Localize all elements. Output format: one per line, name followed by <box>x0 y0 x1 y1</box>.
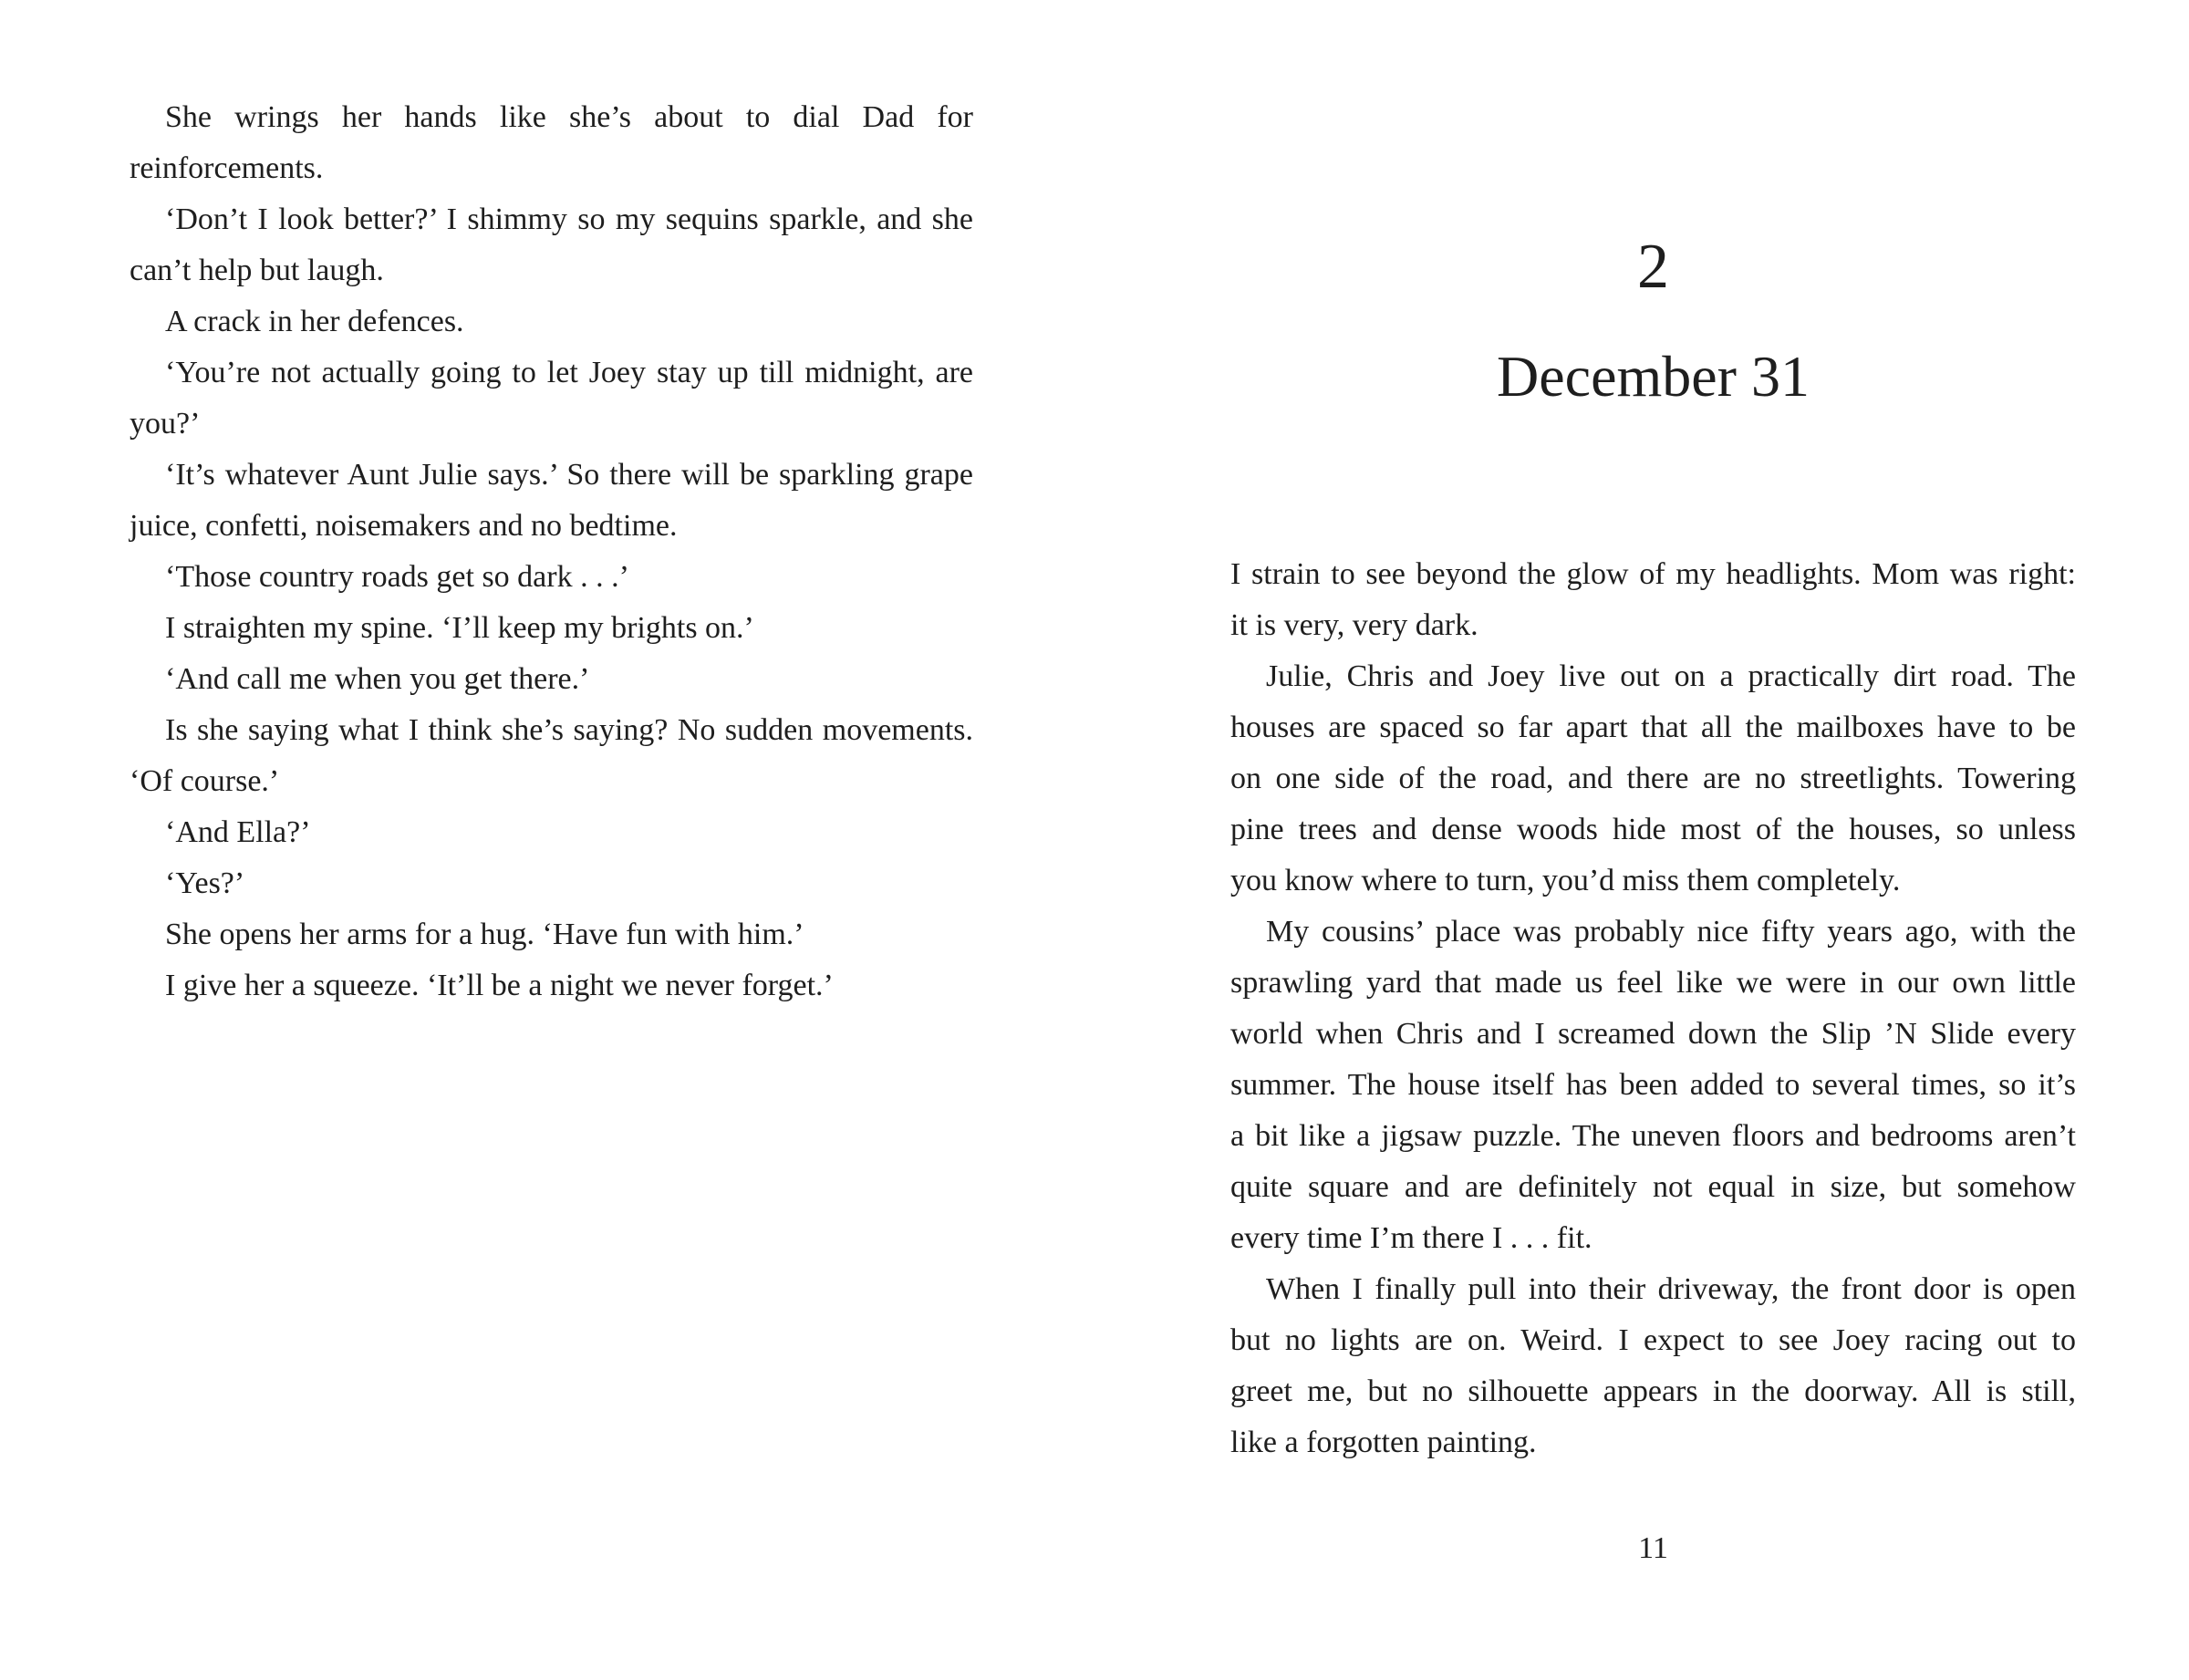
text-line: but no lights are on. Weird. I expect to see Joey racing out to <box>1230 1323 2076 1357</box>
chapter-title: December 31 <box>1497 344 1810 409</box>
text-line: I strain to see beyond the glow of my headlights. Mom was right: <box>1230 557 2076 591</box>
text-line: summer. The house itself has been added to several times, so it’s <box>1230 1068 2076 1102</box>
text-line: reinforcements. <box>130 151 324 185</box>
text-line: world when Chris and I screamed down the Slip ’N Slide every <box>1230 1017 2076 1051</box>
text-line: ‘And Ella?’ <box>165 815 311 849</box>
text-line: can’t help but laugh. <box>130 254 384 287</box>
text-line: on one side of the road, and there are no streetlights. Towering <box>1230 762 2076 795</box>
text-line: ‘And call me when you get there.’ <box>165 662 590 696</box>
text-line: When I finally pull into their driveway, the front door is open <box>1266 1272 2076 1306</box>
text-line: houses are spaced so far apart that all the mailboxes have to be <box>1230 710 2076 744</box>
text-line: ‘Yes?’ <box>165 866 245 900</box>
text-line: greet me, but no silhouette appears in the doorway. All is still, <box>1230 1374 2076 1408</box>
text-line: you?’ <box>130 407 201 441</box>
text-line: ‘Don’t I look better?’ I shimmy so my sequins sparkle, and she <box>165 202 973 236</box>
text-line: it is very, very dark. <box>1230 608 1478 642</box>
text-line: Is she saying what I think she’s saying? No sudden movements. <box>165 713 973 747</box>
text-line: you know where to turn, you’d miss them completely. <box>1230 864 1901 897</box>
text-line: juice, confetti, noisemakers and no bedtime. <box>130 509 678 543</box>
text-line: sprawling yard that made us feel like we were in our own little <box>1230 966 2076 1000</box>
text-line: every time I’m there I . . . fit. <box>1230 1221 1592 1255</box>
text-line: a bit like a jigsaw puzzle. The uneven floors and bedrooms aren’t <box>1230 1119 2076 1153</box>
right-page-text <box>1230 549 2076 1468</box>
text-line: I give her a squeeze. ‘It’ll be a night we never forget.’ <box>165 969 834 1002</box>
text-line: quite square and are definitely not equal in size, but somehow <box>1230 1170 2076 1204</box>
text-line: She opens her arms for a hug. ‘Have fun with him.’ <box>165 918 804 951</box>
page-number: 11 <box>1638 1531 1668 1565</box>
text-line: She wrings her hands like she’s about to dial Dad for <box>165 100 973 134</box>
text-line: A crack in her defences. <box>165 305 464 338</box>
text-line: My cousins’ place was probably nice fifty years ago, with the <box>1266 915 2076 949</box>
text-line: like a forgotten painting. <box>1230 1426 1537 1459</box>
chapter-number: 2 <box>1637 232 1669 302</box>
left-page-text <box>130 92 973 1011</box>
text-line: I straighten my spine. ‘I’ll keep my brights on.’ <box>165 611 754 645</box>
text-line: pine trees and dense woods hide most of the houses, so unless <box>1230 813 2076 846</box>
text-line: Julie, Chris and Joey live out on a practically dirt road. The <box>1266 659 2076 693</box>
text-line: ‘You’re not actually going to let Joey stay up till midnight, are <box>165 356 973 389</box>
text-line: ‘It’s whatever Aunt Julie says.’ So there will be sparkling grape <box>165 458 973 492</box>
text-line: ‘Of course.’ <box>130 764 280 798</box>
text-line: ‘Those country roads get so dark . . .’ <box>165 560 629 594</box>
